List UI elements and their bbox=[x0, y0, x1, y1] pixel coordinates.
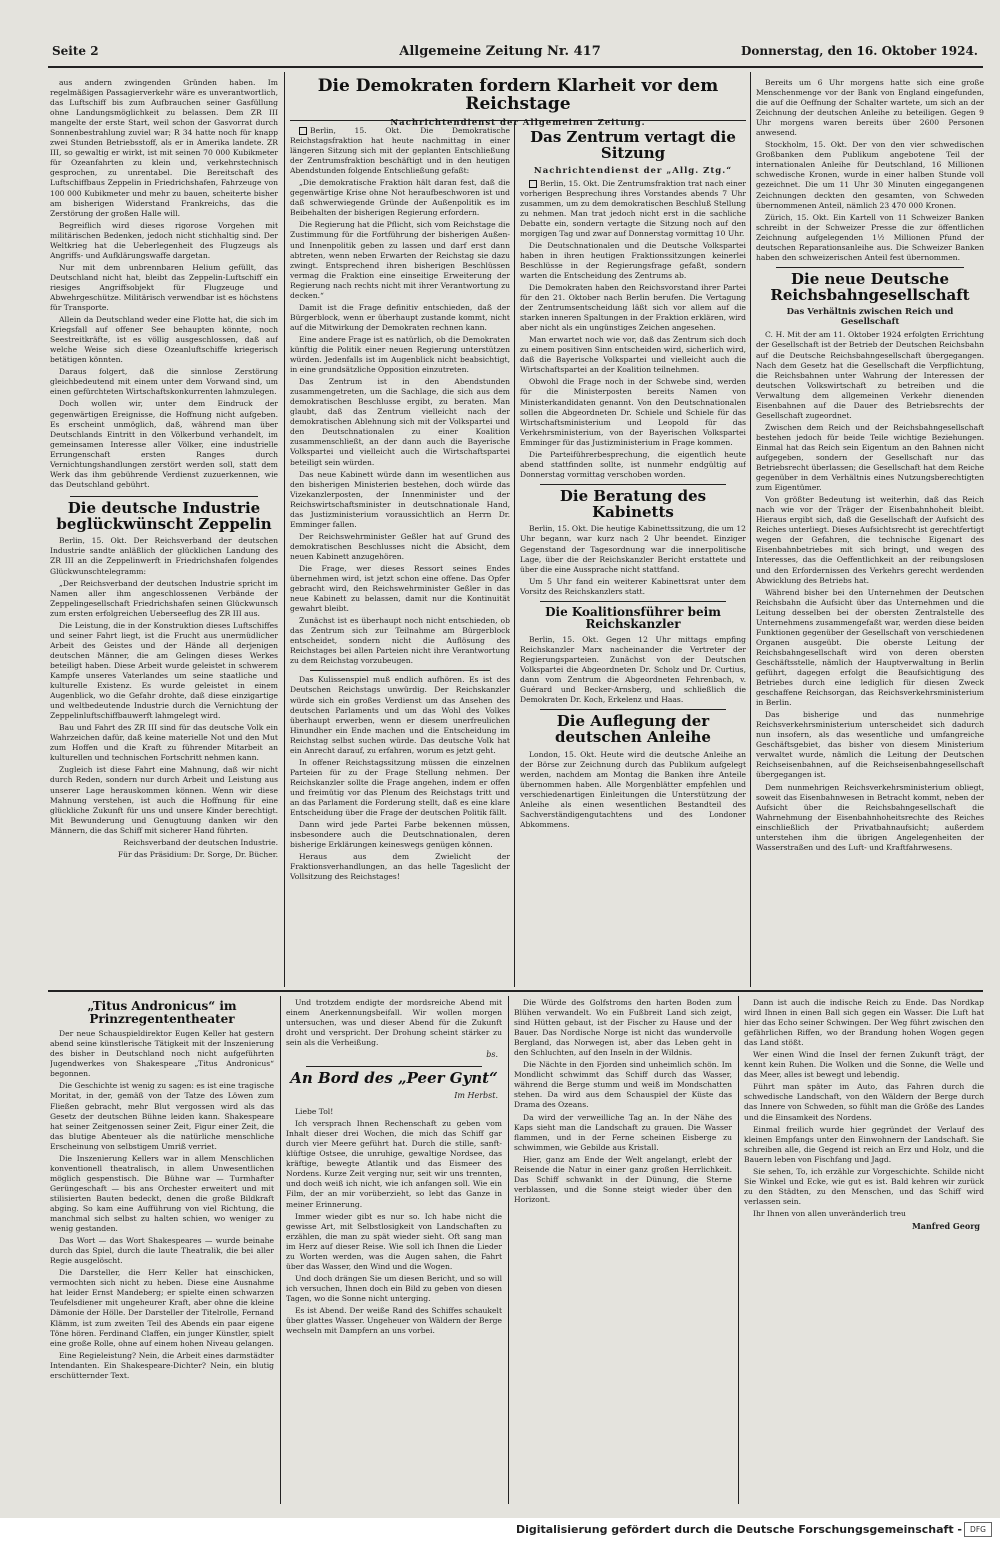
article-text: Während bisher bei den Unternehmen der Deutschen Reichsbahn die Aufsicht über das Unternehmen und die Leitung desselben bei der obersten Zentralstelle des Unternehmens zusammengefaßt war, werden diese beiden Funktionen gegenüber der Gesellschaft von verschiedenen Organen ausgeübt. Die oberste Leitung der Reichsbahngesellschaft wird von deren obersten Geschäftsstelle, nämlich der Hauptverwaltung in Berlin geführt, dagegen erfolgt die Beaufsichtigung des Betriebes durch eine lediglich für diesen Zweck geschaffene Reichsorgan, das Reichsverkehrsministerium in Berlin. bbox=[756, 587, 984, 708]
article-divider bbox=[540, 484, 726, 485]
article-divider bbox=[310, 670, 490, 671]
feuilleton-column-4 bbox=[744, 998, 984, 1504]
column-1 bbox=[50, 78, 278, 983]
page-number: Seite 2 bbox=[52, 44, 99, 58]
article-text: Begreiflich wird dieses rigorose Vorgehen mit militärischen Bedenken, jedoch nicht stichhaltig sind. Der Weltkrieg hat die Ueberlegenheit des Flugzeugs als Angriffs- und Aufklärungswaffe dargetan. bbox=[50, 220, 278, 260]
article-text: Zunächst ist es überhaupt noch nicht entschieden, ob das Zentrum sich zur Teilnahme am Bürgerblock entscheidet, sondern nicht die Auflösung des Reichstages bei allen Parteien nicht ihre Verantwortung zu dem Reichstag vorzubeugen. bbox=[290, 616, 510, 666]
article-text: London, 15. Okt. Heute wird die deutsche Anleihe an der Börse zur Zeichnung durch das Publikum aufgelegt werden, nachdem am Montag die Banken ihre Anteile übernommen haben. Alle Morgenblätter empfehlen und verschiedenartigen Einleitungen die Unterstützung der Anleihe als einen wesentlichen Bestandteil des Sachverständigengutachtens und des Londoner Abkommens. bbox=[520, 749, 746, 830]
article-text: Berlin, 15. Okt. Die heutige Kabinettssitzung, die um 12 Uhr begann, war kurz nach 2 Uhr beendet. Einziger Gegenstand der Tagesordnung war die innerpolitische Lage, über die der Reichskanzler Bericht erstattete und über die eine Aussprache nicht stattfand. bbox=[520, 524, 746, 574]
author-signature: Manfred Georg bbox=[911, 1220, 980, 1231]
article-divider bbox=[776, 267, 964, 268]
news-service-line: Nachrichtendienst der „Allg. Ztg.“ bbox=[533, 165, 733, 176]
headline-demokraten: Die Demokraten fordern Klarheit vor dem Reichstage bbox=[317, 76, 719, 114]
article-text: Wer einen Wind die Insel der fernen Zukunft trägt, der kennt kein Ruhen. Die Wolken und die Sonne, die Welle und das Meer, alles ist bewegt und lebendig. bbox=[744, 1050, 984, 1080]
column-rule bbox=[508, 996, 509, 1504]
masthead: Allgemeine Zeitung Nr. 417 bbox=[399, 44, 601, 59]
article-text: Einmal freilich wurde hier gegründet der Verlauf des kleinen Empfangs unter den Einwohnern der Landschaft. Sie schreiben alle, die Gegend ist reich an Erz und Holz, und die Bauern leben von Fischfang und Jagd. bbox=[744, 1124, 984, 1164]
article-text: Bau und Fahrt des ZR III sind für das deutsche Volk ein Wahrzeichen dafür, daß keine materielle Not und den Mut zum Hoffen und die Kraft zu führender Mitarbeit an kulturellen und technischen Fortschritt nehmen kann. bbox=[50, 723, 278, 763]
article-text: Die Geschichte ist wenig zu sagen: es ist eine tragische Moritat, in der, gemäß von der Tatze des Löwen zum Fließen gebracht, mehr Blut vergossen wird als das Gesetz der deutschen Bühne leiden kann. Shakespeare hat seiner Zeitgenossen seiner Zeit, Figur einer Zeit, die das blutige Abenteuer als die natürliche menschliche Erscheinung von selbstigem Umriß verriet. bbox=[50, 1081, 274, 1151]
article-text: Liebe Tol! bbox=[295, 1107, 334, 1117]
author-initials: bs. bbox=[486, 1050, 498, 1060]
article-text: Die Inszenierung Kellers war in allem Menschlichen konventionell theatralisch, in allem Unwesentlichen möglich gespenstisch. Die Bühne war — Turmhafter Gerüngeschaft — bis ans Orchester erweitert und mit stilisierten Bauten bedeckt, denen die große Bildkraft abging. So kam eine Aufführung von viel Richtung, die manchmal sich selbst zu halten schien, wo weniger zu wenig gestanden. bbox=[50, 1153, 274, 1234]
lead-headline-block bbox=[292, 78, 744, 131]
article-divider bbox=[306, 1066, 482, 1067]
article-text: Ihr Ihnen von allen unveränderlich treu bbox=[753, 1208, 906, 1218]
signature: Reichsverband der deutschen Industrie. bbox=[123, 837, 278, 847]
article-text: Die Parteiführerbesprechung, die eigentlich heute abend stattfinden sollte, ist nunmehr endgültig auf Donnerstag vormittag verschoben worden. bbox=[520, 449, 746, 479]
article-text: Man erwartet noch wie vor, daß das Zentrum sich doch zu einem positiven Sinn entscheiden wird, sicherlich wird, daß die Bayerische Volkspartei und vielleicht auch die Wirtschaftspartei an der Koalition teilnehmen. bbox=[520, 335, 746, 375]
article-text: „Der Reichsverband der deutschen Industrie spricht im Namen aller ihm angeschlossenen Verbände der Zeppelingesellschaft Friedrichshafen seinen Glückwunsch zum ersten erfolgreichen Ueberseeflug des ZR III aus. bbox=[50, 578, 278, 618]
column-2 bbox=[290, 126, 510, 986]
article-text: Und doch drängen Sie um diesen Bericht, und so will ich versuchen, Ihnen doch ein Bild zu geben von diesen Tagen, wo die Sonne nicht unterging. bbox=[286, 1273, 502, 1303]
article-text: Obwohl die Frage noch in der Schwebe sind, werden für die Ministerposten bereits Namen von Ministerkandidaten genannt. Von den Deutschnationalen sollen die Abgeordneten Dr. Schiele und Schiele für das Wirtschaftsministerium und Leopold für das Verkehrsministerium, von der Bayerischen Volkspartei Emminger für das Justizministerium in Frage kommen. bbox=[520, 377, 746, 447]
article-text: Daraus folgert, daß die sinnlose Zerstörung gleichbedeutend mit einem unter dem Vorwand sind, um einen gefürchteten Wirtschaftskonkurrenten lahmzulegen. bbox=[50, 367, 278, 397]
article-text: Immer wieder gibt es nur so. Ich habe nicht die gewisse Art, mit Selbstlosigkeit von Landschaften zu erzählen, die man zu spät wieder sieht. Oft sang man im Herz auf dieser Reise. Wie soll ich Ihnen die Lieder zu Worten werden, was die Augen sahen, die Fahrt über das Wasser, den Wind und die Wogen. bbox=[286, 1211, 502, 1271]
article-text: Die Regierung hat die Pflicht, sich vom Reichstage die Zustimmung für die Fortführung der bisherigen Außen- und Innenpolitik geben zu lassen und darf erst dann abtreten, wenn neben Erwarten der Reichstag sie dazu zwingt. Entsprechend ihren bisherigen Beschlüssen vermag die Fraktion eine einseitige Erweiterung der Regierung nach rechts nicht mit ihrer Verantwortung zu decken.“ bbox=[290, 220, 510, 300]
article-text: Die Nächte in den Fjorden sind unheimlich schön. Im Mondlicht schwimmt das Schiff durch das Wasser, während die Berge stumm und weiß im Mondschatten stehen. Da wird aus dem Schauspiel der Küste das Drama des Ozeans. bbox=[514, 1060, 732, 1110]
subheadline: Das Verhältnis zwischen Reich und Gesellschaft bbox=[786, 307, 954, 328]
article-divider bbox=[540, 709, 726, 710]
article-text: Da wird der verweilliche Tag an. In der Nähe des Kaps sieht man die Landschaft zu grauen. Die Wasser flammen, und in der Ferne scheinen Eisberge zu schwimmen, wie Gebilde aus Kristall. bbox=[514, 1112, 732, 1152]
dfg-logo: DFG bbox=[964, 1522, 992, 1537]
article-text: Das neue Kabinett würde dann im wesentlichen aus den bisherigen Ministerien bestehen, doch würde das Vizekanzlerposten, der Innenminister und der Reichswirtschaftsminister in deutschnationale Hand, das Justizministerium voraussichtlich an Herrn Dr. Emminger fallen. bbox=[290, 469, 510, 529]
article-text: Doch wollen wir, unter dem Eindruck der gegenwärtigen Ereignisse, die Hoffnung nicht aufgeben. Es erscheint unmöglich, daß, während man über Deutschlands Eintritt in den Völkerbund verhandelt, im gemeinsamen Interesse aller Völker, eine industrielle Errungenschaft ersten Ranges durch Vernichtungshandlungen zerstört werden soll, statt dem Werk das ihm gebührende Verdienst zuzuerkennen, wie das Deutschland gebührt. bbox=[50, 399, 278, 489]
article-text: Die Leistung, die in der Konstruktion dieses Luftschiffes und seiner Fahrt liegt, ist die Frucht aus unermüdlicher Arbeit des Geistes und der Hände all derjenigen deutschen Männer, die am Gelingen dieses Werkes beteiligt haben. Diese Arbeit wurde geleistet in schwerem Kampfe unseres Vaterlandes um seine staatliche und kulturelle Existenz. Es wurde geleistet in einem Augenblick, wo die Gefahr drohte, daß diese einzigartige und weltbedeutende Industrie durch die Vernichtung der Zeppelinluftschiffbauwerft lahmgelegt wird. bbox=[50, 620, 278, 721]
article-text: Ich versprach Ihnen Rechenschaft zu geben vom Inhalt dieser drei Wochen, die mich das Schiff gar durch vier Meere geführt hat. Durch die stille, sanft-klüftige Ostsee, die unruhige, gewaltige Nordsee, das kräftige, bewegte Atlantik und das Eismeer des Nordens. Kurze Zeit verging nur, seit wir uns trennten, und doch weiß ich nicht, wie ich anfangen soll. Wie ein Film, der an mir vorüberzieht, so lebt das Ganze in meiner Erinnerung. bbox=[286, 1119, 502, 1209]
article-text: Der neue Schauspieldirektor Eugen Keller hat gestern abend seine künstlerische Tätigkeit mit der Inszenierung des bisher in Deutschland noch nicht aufgeführten Jugendwerkes von Shakespeare „Titus Andronicus“ begonnen. bbox=[50, 1029, 274, 1079]
signature: Für das Präsidium: Dr. Sorge, Dr. Bücher. bbox=[117, 849, 278, 859]
article-text: Stockholm, 15. Okt. Der von den vier schwedischen Großbanken dem Publikum angebotene Teil der internationalen Anleihe für Deutschland, 16 Millionen schwedische Kronen, wurde in einer halben Stunde voll gezeichnet. Die um 11 Uhr 30 Minuten eingegangenen Zeichnungen deckten den gesamten, von Schweden übernommenen Anteil, nämlich 23 470 000 Kronen. bbox=[756, 140, 984, 210]
headline-reichsbahn: Die neue Deutsche Reichsbahngesellschaft bbox=[770, 269, 970, 304]
feuilleton-rule bbox=[48, 990, 983, 992]
column-rule bbox=[738, 996, 739, 1504]
article-text: Und trotzdem endigte der mordsreiche Abend mit einem Anerkennungsbeifall. Wir wollen morgen untersuchen, was und dieser Abend für die Zukunft droht und verspricht. Der Drohung scheint stärker zu sein als die Verheißung. bbox=[286, 998, 502, 1048]
headline-zentrum: Das Zentrum vertagt die Sitzung bbox=[530, 128, 736, 162]
article-text: C. H. Mit der am 11. Oktober 1924 erfolgten Errichtung der Gesellschaft ist der Betrieb der Deutschen Reichsbahn auf die Deutsche Reichsbahngesellschaft übergegangen. Nach dem Gesetz hat die Gesellschaft die Verpflichtung, die Reichsbahnen unter Wahrung der Interessen der deutschen Volkswirtschaft zu betreiben und die Verwaltung dem allgemeinen Verkehr dienenden Eisenbahnen auf die Dauer des Betriebsrechts der Gesellschaft zugeordnet. bbox=[756, 330, 984, 420]
article-text: Der Reichswehrminister Geßler hat auf Grund des demokratischen Beschlusses nicht die Absicht, dem neuen Kabinett anzugehören. bbox=[290, 531, 510, 561]
issue-date: Donnerstag, den 16. Oktober 1924. bbox=[740, 44, 978, 58]
feuilleton-column-2 bbox=[286, 998, 502, 1504]
column-rule bbox=[280, 996, 281, 1504]
column-rule bbox=[750, 72, 751, 987]
column-rule bbox=[284, 72, 285, 987]
article-text: „Die demokratische Fraktion hält daran fest, daß die gegenwärtige Krise ohne Not heraufbeschworen ist und daß schwerwiegende Gründe der Außenpolitik es im Beibehalten der bisherigen Regierung erfordern. bbox=[290, 178, 510, 218]
article-text: Von größter Bedeutung ist weiterhin, daß das Reich nach wie vor der Träger der Eisenbahnhoheit bleibt. Hieraus ergibt sich, daß die Gesellschaft der Aufsicht des Reiches unterliegt. Dieses Aufsichtsrecht ist gerechtfertigt wegen der Gefahren, die technische Eigenart des Eisenbahnbetriebes mit sich bringt, und wegen des Interesses, das die Oeffentlichkeit an der reibungslosen und den Erfordernissen des Verkehrs gerecht werdenden Abwicklung des Betriebs hat. bbox=[756, 495, 984, 585]
column-4 bbox=[756, 78, 984, 983]
article-text: Allein da Deutschland weder eine Flotte hat, die sich im Kriegsfall auf offener See behaupten könnte, noch Seestreitkräfte, ist es völlig ausgeschlossen, daß auf welche Weise sich diese Ozeanluftschiffe kriegerisch betätigen könnten. bbox=[50, 315, 278, 365]
headline-industrie: Die deutsche Industrie beglückwünscht Zeppelin bbox=[56, 498, 272, 533]
headline-titus: „Titus Andronicus“ im Prinzregententheater bbox=[87, 999, 237, 1026]
header-rule bbox=[48, 66, 983, 68]
feuilleton-column-3 bbox=[514, 998, 732, 1504]
article-text: Sie sehen, To, ich erzähle zur Vorgeschichte. Schilde nicht Sie Winkel und Ecke, wie gut es ist. Bald kehren wir zurück zu den Städten, zu den Menschen, und das Schiff wird verlassen sein. bbox=[744, 1166, 984, 1206]
digitization-footer bbox=[0, 1518, 1000, 1541]
article-text: Dann ist auch die indische Reich zu Ende. Das Nordkap wird Ihnen in einen Ball sich gegen ein Wasser. Die Luft hat hier das Echo seiner Schwingen. Der Weg führt zwischen den gefährlichen Riffen, wo der Brandung hohen Wogen gegen das Land stößt. bbox=[744, 998, 984, 1048]
article-text: Die Frage, wer dieses Ressort seines Endes übernehmen wird, ist jetzt schon eine offene. Das Opfer gebracht wird, den Reichswehrminister Geßler in das neue Kabinett zu belassen, damit nur die Kontinuität gewahrt bleibt. bbox=[290, 563, 510, 614]
article-text: Das Kulissenspiel muß endlich aufhören. Es ist des Deutschen Reichstags unwürdig. Der Reichskanzler würde sich ein großes Verdienst um das Ansehen des deutschen Parlaments und um das Wohl des Volkes überhaupt erwerben, wenn er diesem unerfreulichen Hinundher ein Ende machen und die Entscheidung im Reichstag selbst suchen würde. Das deutsche Volk hat ein Anrecht darauf, zu erfahren, worum es jetzt geht. bbox=[290, 675, 510, 755]
article-text: Damit ist die Frage definitiv entschieden, daß der Bürgerblock, wenn er überhaupt zustande kommt, nicht auf die Mitwirkung der Demokraten rechnen kann. bbox=[290, 302, 510, 332]
article-divider bbox=[70, 496, 258, 497]
article-text: Die Würde des Golfstroms den harten Boden zum Blühen verwandelt. Wo ein Fußbreit Land sich zeigt, sind Hütten gebaut, ist der Fischer zu Hause und der Bauer. Das Nordische Norge ist nicht das wundervolle Bergland, das Norwegen ist, aber das Leben geht in den Schluchten, auf den Inseln in der Wildnis. bbox=[514, 998, 732, 1058]
article-text: Eine andere Frage ist es natürlich, ob die Demokraten künftig die Politik einer neuen Regierung unterstützen würden. Jedenfalls ist im Augenblick nicht beabsichtigt, in eine grundsätzliche Opposition einzutreten. bbox=[290, 334, 510, 375]
article-text: Bereits um 6 Uhr morgens hatte sich eine große Menschenmenge vor der Bank von England eingefunden, die auf die Oeffnung der Schalter wartete, um sich an der Zeichnung der deutschen Anleihe zu beteiligen. Gegen 9 Uhr morgens waren bereits über 2600 Personen anwesend. bbox=[756, 78, 984, 138]
column-3 bbox=[520, 126, 746, 986]
bullet-box-icon bbox=[529, 180, 537, 188]
article-text: Eine Regieleistung? Nein, die Arbeit eines darmstädter Intendanten. Ein Shakespeare-Dichter? Nein, ein blutig erschütternder Text. bbox=[50, 1350, 274, 1380]
article-text: Zwischen dem Reich und der Reichsbahngesellschaft bestehen jedoch für beide Teile wichtige Beziehungen. Einmal hat das Reich sein Eigentum an den Bahnen nicht aufgegeben, sondern der Gesellschaft nur das Betriebsrecht überlassen; die Gesellschaft hat dem Reiche gegenüber in dem Verhältnis eines Nutzungsberechtigten zum Eigentümer. bbox=[756, 422, 984, 493]
article-text: Es ist Abend. Der weiße Rand des Schiffes schaukelt über glattes Wasser. Ungeheuer von Wäldern der Berge wechseln mit Dampfern an uns vorbei. bbox=[286, 1305, 502, 1336]
article-text: Um 5 Uhr fand ein weiterer Kabinettsrat unter dem Vorsitz des Reichskanzlers statt. bbox=[520, 576, 746, 596]
article-text: Dann wird jede Partei Farbe bekennen müssen, insbesondere auch die Deutschnationalen, deren bisherige Erklärungen keineswegs genügen können. bbox=[290, 820, 510, 850]
article-divider bbox=[540, 601, 726, 602]
article-text: Das Zentrum ist in den Abendstunden zusammengetreten, um die Sachlage, die sich aus dem demokratischen Beschlusse ergibt, zu beraten. Man glaubt, daß das Zentrum vielleicht nach der demokratischen Ablehnung sich mit der Volkspartei und den Deutschnationalen zu einer Koalition zusammenschließt, an der dann auch die Bayerische Volkspartei und vielleicht auch die Wirtschaftspartei beteiligt sein würden. bbox=[290, 377, 510, 467]
article-text: Berlin, 15. Okt. Gegen 12 Uhr mittags empfing Reichskanzler Marx nacheinander die Vertreter der Regierungsparteien. Zunächst von der Deutschen Volkspartei die Abgeordneten Dr. Scholz und Dr. Curtius, dann vom Zentrum die Abgeordneten Fehrenbach, v. Guérard und Becker-Arnsberg, und schließlich die Demokraten Dr. Koch, Erkelenz und Haas. bbox=[520, 634, 746, 705]
article-text: Die Darsteller, die Herr Keller hat einschicken, vermochten sich nicht zu heben. Diese eine Ausnahme hat leider Ernst Mandeberg; er spielte einen schwarzen Teufelsdiener mit ungeheurer Kraft, aber ohne die kleine Dämonie der Hölle. Der Darsteller der Titelrolle, Fernand Klämm, ist zum zweiten Teil des Abends ein paar eigene Töne hören. Ferdinand Claffen, ein junger Künstler, spielt eine große Rolle, ohne auf einem hohen Niveau gelangen. bbox=[50, 1268, 274, 1348]
article-text: Das bisherige und das nunmehrige Reichsverkehrsministerium unterscheidet sich dadurch nun insofern, als das wesentliche und umfangreiche Geschäftsgebiet, das bisher von diesem Ministerium verwaltet wurde, nämlich die Leitung der Deutschen Reichseisenbahnen, auf die Reichseisenbahngesellschaft übergegangen ist. bbox=[756, 710, 984, 780]
bullet-box-icon bbox=[299, 127, 307, 135]
article-text: Berlin, 15. Okt. Die Demokratische Reichstagsfraktion hat heute nachmittag in einer längeren Sitzung sich mit der geplanten Entschließung der Zentrumsfraktion beschäftigt und in den heutigen Abendstunden folgende Entschließung gefaßt: bbox=[290, 126, 510, 176]
article-text: Dem nunmehrigen Reichsverkehrsministerium obliegt, soweit das Eisenbahnwesen in Betracht kommt, neben der Aufsicht über die Reichsbahngesellschaft die Wahrnehmung der Eisenbahnhoheitsrechte des Reiches einschließlich der Privatbahnaufsicht; außerdem unterstehen ihm die übrigen Angelegenheiten der Wasserstraßen und des Luft- und Kraftfahrwesens. bbox=[756, 782, 984, 852]
article-text: Das Wort — das Wort Shakespeares — wurde beinahe durch das Spiel, durch die laute Theatralik, die bei aller Regie ausgelöscht. bbox=[50, 1236, 274, 1266]
article-text: In offener Reichstagssitzung müssen die einzelnen Parteien für zu der Frage Stellung nehmen. Der Reichskanzler sollte die Frage angehen, indem er offen und freimütig vor das Plenum des Reichstags tritt und an das Parlament die Forderung stellt, daß es eine klare Entscheidung über die Frage der deutschen Politik fällt. bbox=[290, 757, 510, 818]
article-text: Hier, ganz am Ende der Welt angelangt, erlebt der Reisende die Natur in einer ganz großen Herrlichkeit. Das Schiff schwankt in der Dünung, die Sterne verblassen, und die Sonne steigt wieder über den Horizont. bbox=[514, 1154, 732, 1204]
headline-kabinett: Die Beratung des Kabinetts bbox=[559, 486, 707, 521]
headline-anleihe: Die Auflegung der deutschen Anleihe bbox=[555, 712, 711, 746]
headline-peer-gynt: An Bord des „Peer Gynt“ bbox=[290, 1069, 498, 1088]
news-service-line: Nachrichtendienst der Allgemeinen Zeitung. bbox=[390, 117, 646, 128]
headline-koalitionsfuehrer: Die Koalitionsführer beim Reichskanzler bbox=[545, 604, 721, 632]
article-text: Zugleich ist diese Fahrt eine Mahnung, daß wir nicht durch Reden, sondern nur durch Arbeit und Leistung aus unserer Lage herauskommen können. Wenn wir diese Mahnung verstehen, ist auch die Hoffnung für eine glückliche Zukunft für uns und unsere Kinder berechtigt. Mit Bewunderung und Genugtuung danken wir den Männern, die das Schiff mit sicherer Hand führten. bbox=[50, 765, 278, 835]
article-text: Die Deutschnationalen und die Deutsche Volkspartei haben in ihren heutigen Fraktionssitzungen keinerlei Beschlüsse in der Regierungsfrage gefaßt, sondern warten die Entscheidung des Zentrums ab. bbox=[520, 240, 746, 280]
article-text: Berlin, 15. Okt. Der Reichsverband der deutschen Industrie sandte anläßlich der glücklichen Landung des ZR III an die Zeppelinwerft in Friedrichshafen folgendes Glückwunschtelegramm: bbox=[50, 536, 278, 576]
article-text: Die Demokraten haben den Reichsvorstand ihrer Partei für den 21. Oktober nach Berlin berufen. Die Vertagung der Zentrumsentscheidung läßt sich vor allem auf die starken inneren Spaltungen in der Fraktion erklären, wird aber nicht als ein ungünstiges Zeichen angesehen. bbox=[520, 283, 746, 333]
article-text: Zürich, 15. Okt. Ein Kartell von 11 Schweizer Banken schreibt in der Schweizer Presse die zur öffentlichen Zeichnung aufgelegenden 1½ Millionen Pfund der deutschen Reparationsanleihe aus. Die Schweizer Banken haben den schweizerischen Anteil fest übernommen. bbox=[756, 212, 984, 262]
column-rule bbox=[514, 122, 515, 987]
article-text: Nur mit dem unbrennbaren Helium gefüllt, das Deutschland nicht hat, bleibt das Zeppelin-Luftschiff ein riesiges Angriffsobjekt für Flugzeuge und Abwehrgeschütze. Militärisch verwendbar ist es höchstens für Transporte. bbox=[50, 262, 278, 313]
article-text: Heraus aus dem Zwielicht der Fraktionsverhandlungen, an das helle Tageslicht der Vollsitzung des Reichstages! bbox=[290, 852, 510, 882]
article-text: Berlin, 15. Okt. Die Zentrumsfraktion trat nach einer vorherigen Besprechung ihres Vorstandes abends 7 Uhr zusammen, um zu dem demokratischen Beschluß Stellung zu nehmen. Man trat jedoch nicht erst in die sachliche Debatte ein, sondern vertagte die Sitzung noch auf den morgigen Tag und zwar auf Donnerstag vormittag 10 Uhr. bbox=[520, 178, 746, 238]
dateline: Im Herbst. bbox=[454, 1091, 498, 1101]
article-text: Führt man später im Auto, das Fahren durch die schwedische Landschaft, von den Wäldern der Berge durch das Innere von Schweden, so fühlt man die Größe des Landes und die Einsamkeit des Nordens. bbox=[744, 1082, 984, 1122]
funding-note: Digitalisierung gefördert durch die Deutsche Forschungsgemeinschaft - bbox=[515, 1523, 962, 1536]
article-text: aus andern zwingenden Gründen haben. Im regelmäßigen Passagierverkehr wäre es unverantwortlich, das Luftschiff bis zum Aufbrauchen seiner Gasfüllung ohne Landungsmöglichkeit zu belassen. Dem ZR III mangelte der erste Start, weil schon der Gasvorrat durch Sonnenbestrahlung zuviel war; R 34 hatte noch für knapp zwei Stunden Betriebsstoff, als er in Amerika landete. ZR III, so gewaltig er wirkt, ist mit seinen 70 000 Kubikmeter für Ozeanfahrten zu klein und, verkehrstechnisch gesprochen, zu unrentabel. Die Bereitschaft des Luftschiffbaus Zeppelin in Friedrichshafen, Fahrzeuge von 100 000 Kubikmeter und mehr zu bauen, scheiterte bisher am bisherigen Widerstand Frankreichs, das die Zerstörung der großen Halle will. bbox=[50, 78, 278, 218]
feuilleton-column-1 bbox=[50, 998, 274, 1504]
